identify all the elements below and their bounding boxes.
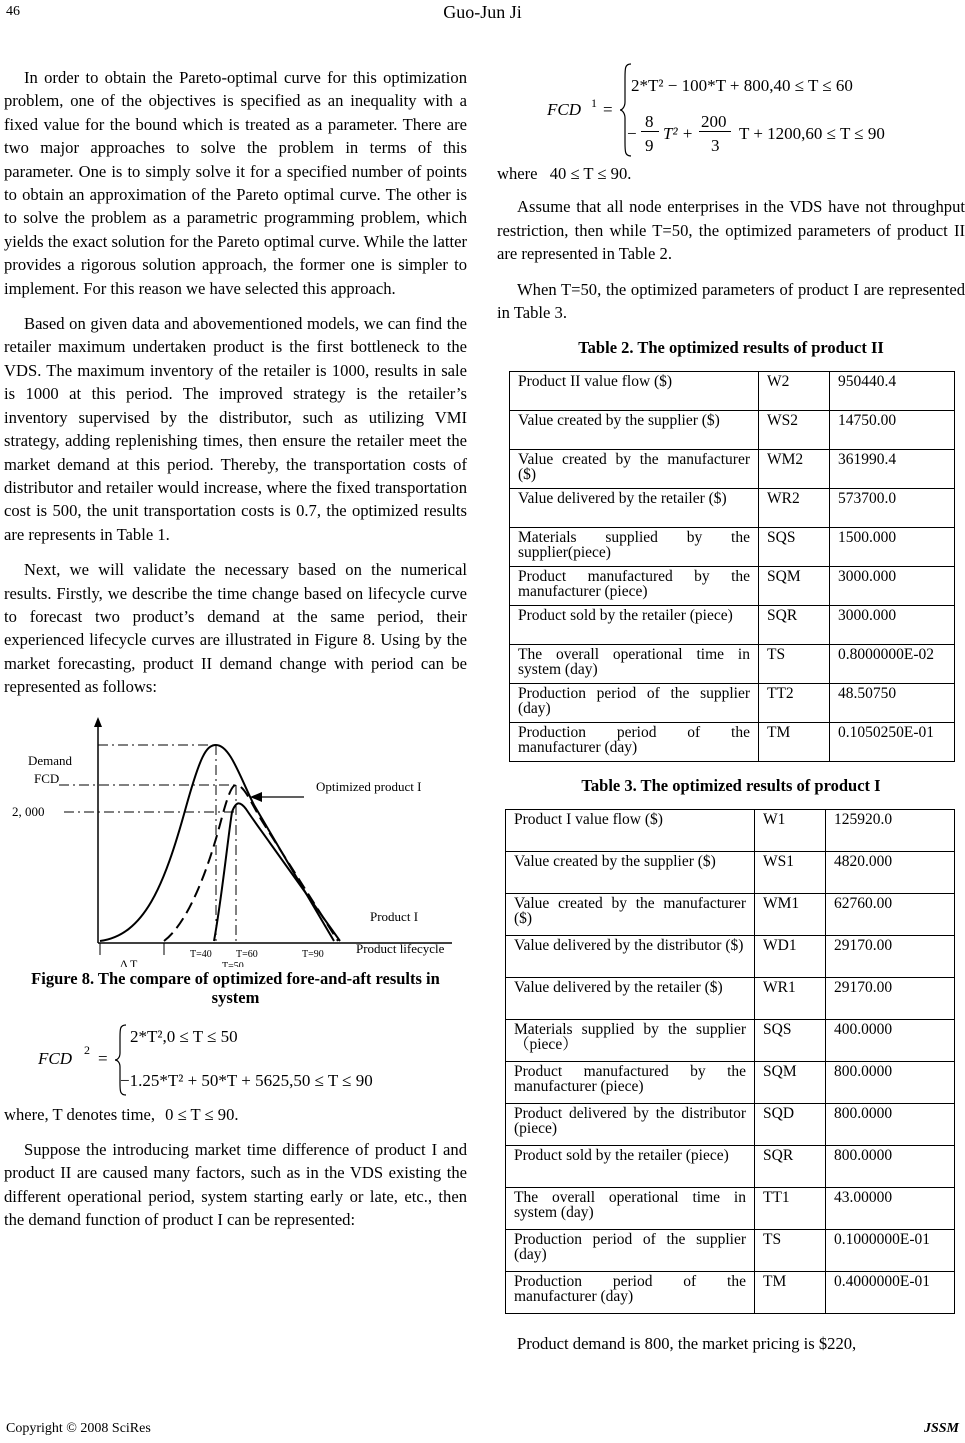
label-y-tick-2000: 2, 000 xyxy=(12,803,45,819)
table-row xyxy=(510,528,955,567)
label-t60: T=60 xyxy=(236,948,258,960)
eq1-line2-tail: T + 1200,60 ≤ T ≤ 90 xyxy=(739,124,885,143)
table-cell-label: The overall operational time in system (day) xyxy=(506,1188,755,1230)
table-cell-label: Product sold by the retailer (piece) xyxy=(510,606,759,645)
table-cell-value: 62760.00 xyxy=(826,894,955,936)
table-cell-symbol: SQR xyxy=(755,1146,826,1188)
paragraph-bottleneck: Based on given data and abovementioned models, we can find the retailer maximum undertaken product is the first bottleneck to the VDS. The maximum inventory of the retailer is 1000, results in sale is 1000 at this period. The improved strategy is the retailer’s inventory supervised by the distributor, such as utilizing VMI strategy, adding replenishing times, then ensure the retailer meet the market demand at this period. Thereby, the transportation costs of distributor and retailer would increase, where the fixed transportation cost is 500, the unit transportation costs is 0.7, the optimized results are represents in Table 1. xyxy=(4,314,467,544)
table-cell-value: 573700.0 xyxy=(830,489,955,528)
label-optimized-product-1: Optimized product I xyxy=(316,778,422,794)
eq1-t2: T² + xyxy=(663,124,694,143)
table-cell-label: Value delivered by the retailer ($) xyxy=(506,978,755,1020)
table-cell-label: Product sold by the retailer (piece) xyxy=(506,1146,755,1188)
equation-fcd1 xyxy=(497,58,965,158)
eq1-frac1-den: 9 xyxy=(645,136,654,155)
table-cell-value: 800.0000 xyxy=(826,1146,955,1188)
table-cell-symbol: W2 xyxy=(759,372,830,411)
table-cell-label: Value created by the manufacturer ($) xyxy=(510,450,759,489)
paragraph-product-demand: Product demand is 800, the market pricing is $220, xyxy=(517,1334,857,1354)
table-cell-label: Value created by the supplier ($) xyxy=(510,411,759,450)
table-row xyxy=(506,1230,955,1272)
curve-product-1 xyxy=(164,785,338,941)
lifecycle-figure xyxy=(4,717,467,967)
y-axis-arrow xyxy=(94,717,102,727)
table-cell-symbol: SQM xyxy=(759,567,830,606)
table-cell-value: 0.1050250E-01 xyxy=(830,723,955,762)
table-row xyxy=(510,411,955,450)
table-cell-symbol: W1 xyxy=(755,810,826,852)
table-cell-label: Product II value flow ($) xyxy=(510,372,759,411)
table-cell-value: 950440.4 xyxy=(830,372,955,411)
table-cell-symbol: WR1 xyxy=(755,978,826,1020)
where-text-right: where xyxy=(497,164,538,183)
curve-product-2 xyxy=(100,745,334,941)
table-row xyxy=(510,684,955,723)
table-cell-symbol: WS2 xyxy=(759,411,830,450)
left-column xyxy=(4,66,467,1244)
table-cell-value: 0.8000000E-02 xyxy=(830,645,955,684)
table-cell-symbol: TM xyxy=(759,723,830,762)
table-cell-value: 3000.000 xyxy=(830,606,955,645)
table-cell-label: Production period of the manufacturer (day) xyxy=(510,723,759,762)
table-cell-value: 0.1000000E-01 xyxy=(826,1230,955,1272)
table-cell-symbol: TM xyxy=(755,1272,826,1314)
paragraph-assume: Assume that all node enterprises in the VDS have not throughput restriction, then while T=50, the optimized parameters of product II are represented in Table 2. xyxy=(497,197,965,264)
table-cell-label: Value delivered by the retailer ($) xyxy=(510,489,759,528)
label-t40: T=40 xyxy=(190,948,212,960)
table-row xyxy=(506,1188,955,1230)
eq2-line2: −1.25*T² + 50*T + 5625,50 ≤ T ≤ 90 xyxy=(120,1070,373,1090)
table-row xyxy=(506,1020,955,1062)
table-cell-label: Value created by the manufacturer ($) xyxy=(506,894,755,936)
table-row xyxy=(506,978,955,1020)
table-cell-value: 800.0000 xyxy=(826,1104,955,1146)
table-cell-label: Product manufactured by the manufacturer (piece) xyxy=(510,567,759,606)
label-fcd: FCD xyxy=(34,770,60,786)
table-cell-value: 0.4000000E-01 xyxy=(826,1272,955,1314)
figure-8 xyxy=(4,717,467,967)
table-cell-symbol: SQS xyxy=(755,1020,826,1062)
table-cell-symbol: TT1 xyxy=(755,1188,826,1230)
table-cell-value: 29170.00 xyxy=(826,936,955,978)
table-cell-symbol: SQS xyxy=(759,528,830,567)
table-cell-label: Production period of the supplier (day) xyxy=(510,684,759,723)
label-t50: T=50 xyxy=(222,960,244,967)
table-cell-label: Production period of the supplier (day) xyxy=(506,1230,755,1272)
table-cell-value: 3000.000 xyxy=(830,567,955,606)
table-row xyxy=(510,450,955,489)
table-row xyxy=(506,894,955,936)
table-cell-label: Value created by the supplier ($) xyxy=(506,852,755,894)
table-cell-symbol: WD1 xyxy=(755,936,826,978)
table-row xyxy=(510,489,955,528)
where-line-left: where, T denotes time, 0 ≤ T ≤ 90. xyxy=(4,1104,239,1124)
table-cell-label: Materials supplied by the supplier （piece） xyxy=(506,1020,755,1062)
table-row xyxy=(506,1146,955,1188)
table-row xyxy=(510,606,955,645)
table-cell-label: Value delivered by the distributor ($) xyxy=(506,936,755,978)
table-cell-value: 4820.000 xyxy=(826,852,955,894)
table-row xyxy=(506,1062,955,1104)
table-cell-value: 400.0000 xyxy=(826,1020,955,1062)
page-number: 46 xyxy=(6,4,20,19)
table-row xyxy=(510,567,955,606)
paragraph-when-t50: When T=50, the optimized parameters of product I are represented in Table 3. xyxy=(497,279,965,323)
table-cell-value: 800.0000 xyxy=(826,1062,955,1104)
eq1-lhs: FCD xyxy=(547,100,581,119)
table-cell-label: Production period of the manufacturer (day) xyxy=(506,1272,755,1314)
table-row xyxy=(506,936,955,978)
table-cell-value: 43.00000 xyxy=(826,1188,955,1230)
table-cell-value: 125920.0 xyxy=(826,810,955,852)
table-row xyxy=(510,723,955,762)
table-row xyxy=(510,372,955,411)
eq2-lhs: FCD xyxy=(38,1048,72,1068)
table-row xyxy=(506,810,955,852)
paragraph-pareto: In order to obtain the Pareto-optimal curve for this optimization problem, one of the objectives is specified as an inequality with a fixed value for the bound which is treated as a parameter. There are two major approaches to solve the problem in terms of this parameter. One is to simply solve it for a specified number of points to obtain an approximation of the Pareto optimal curve. The other is to solve the problem as a parametric programming problem, which yields the exact solution for the Pareto optimal curve. While the latter provides a rigorous solution approach, the former one is simpler to implement. For this reason we have selected this approach. xyxy=(4,68,467,298)
table-cell-symbol: TS xyxy=(755,1230,826,1272)
label-delta-t: Δ T xyxy=(120,956,138,967)
table-cell-value: 361990.4 xyxy=(830,450,955,489)
table-cell-symbol: TT2 xyxy=(759,684,830,723)
table-cell-symbol: SQR xyxy=(759,606,830,645)
paragraph-time-difference: Suppose the introducing market time difference of product I and product II are caused many factors, such as in the VDS existing the different operational period, system starting early or late, etc., then the demand function of product I can be represented: xyxy=(4,1139,467,1230)
figure-8-caption: Figure 8. The compare of optimized fore-and-aft results in system xyxy=(31,968,440,1007)
table-cell-symbol: WS1 xyxy=(755,852,826,894)
where-cond-left: 0 ≤ T ≤ 90 xyxy=(165,1104,235,1124)
table-cell-value: 14750.00 xyxy=(830,411,955,450)
footer-journal: JSSM xyxy=(923,1421,959,1436)
running-header-author: Guo-Jun Ji xyxy=(443,2,522,22)
eq1-frac1-num: 8 xyxy=(645,112,654,131)
eq2-line1: 2*T²,0 ≤ T ≤ 50 xyxy=(130,1026,238,1046)
table-2 xyxy=(509,371,955,762)
paragraph-validate: Next, we will validate the necessary based on the numerical results. Firstly, we describe the time change based on lifecycle curve to forecast two product’s demand at the same period, their experienced lifecycle curves are illustrated in Figure 8. Using by the market forecasting, product II demand change with period can be represented as follows: xyxy=(4,560,467,697)
equation-fcd2 xyxy=(4,1021,467,1099)
label-demand: Demand xyxy=(28,752,73,768)
table-cell-label: Product I value flow ($) xyxy=(506,810,755,852)
table-cell-label: The overall operational time in system (day) xyxy=(510,645,759,684)
label-t90: T=90 xyxy=(302,948,324,960)
where-text-left: where, T denotes time, xyxy=(4,1104,155,1124)
table-row xyxy=(506,1272,955,1314)
table-cell-symbol: WM1 xyxy=(755,894,826,936)
eq1-sup: 1 xyxy=(591,96,597,110)
table-cell-symbol: TS xyxy=(759,645,830,684)
footer-copyright: Copyright © 2008 SciRes xyxy=(6,1421,151,1436)
label-product-1: Product I xyxy=(370,908,419,924)
table-cell-symbol: WR2 xyxy=(759,489,830,528)
eq1-frac1-bar xyxy=(641,131,659,132)
eq1-minus: − xyxy=(627,124,637,143)
table-cell-label: Product delivered by the distributor (piece) xyxy=(506,1104,755,1146)
right-column xyxy=(497,58,965,1368)
table-cell-label: Materials supplied by the supplier(piece) xyxy=(510,528,759,567)
table-2-caption: Table 2. The optimized results of product II xyxy=(578,338,884,358)
table-row xyxy=(506,852,955,894)
where-line-right: where 40 ≤ T ≤ 90. xyxy=(497,164,632,183)
eq1-frac2-num: 200 xyxy=(701,112,727,131)
table-row xyxy=(506,1104,955,1146)
eq1-line1: 2*T² − 100*T + 800,40 ≤ T ≤ 60 xyxy=(631,76,853,95)
table-cell-symbol: WM2 xyxy=(759,450,830,489)
table-cell-value: 1500.000 xyxy=(830,528,955,567)
eq2-equals: = xyxy=(98,1048,108,1068)
table-3 xyxy=(505,809,955,1314)
eq1-equals: = xyxy=(603,100,613,119)
eq1-frac2-bar xyxy=(699,131,731,132)
table-row xyxy=(510,645,955,684)
eq1-frac2-den: 3 xyxy=(711,136,720,155)
table-cell-label: Product manufactured by the manufacturer (piece) xyxy=(506,1062,755,1104)
table-3-caption: Table 3. The optimized results of product I xyxy=(581,776,881,796)
where-cond-right: 40 ≤ T ≤ 90 xyxy=(549,164,628,183)
eq2-sup: 2 xyxy=(84,1042,90,1057)
table-cell-symbol: SQD xyxy=(755,1104,826,1146)
label-product-lifecycle: Product lifecycle xyxy=(356,940,445,956)
table-cell-symbol: SQM xyxy=(755,1062,826,1104)
table-cell-value: 29170.00 xyxy=(826,978,955,1020)
table-cell-value: 48.50750 xyxy=(830,684,955,723)
